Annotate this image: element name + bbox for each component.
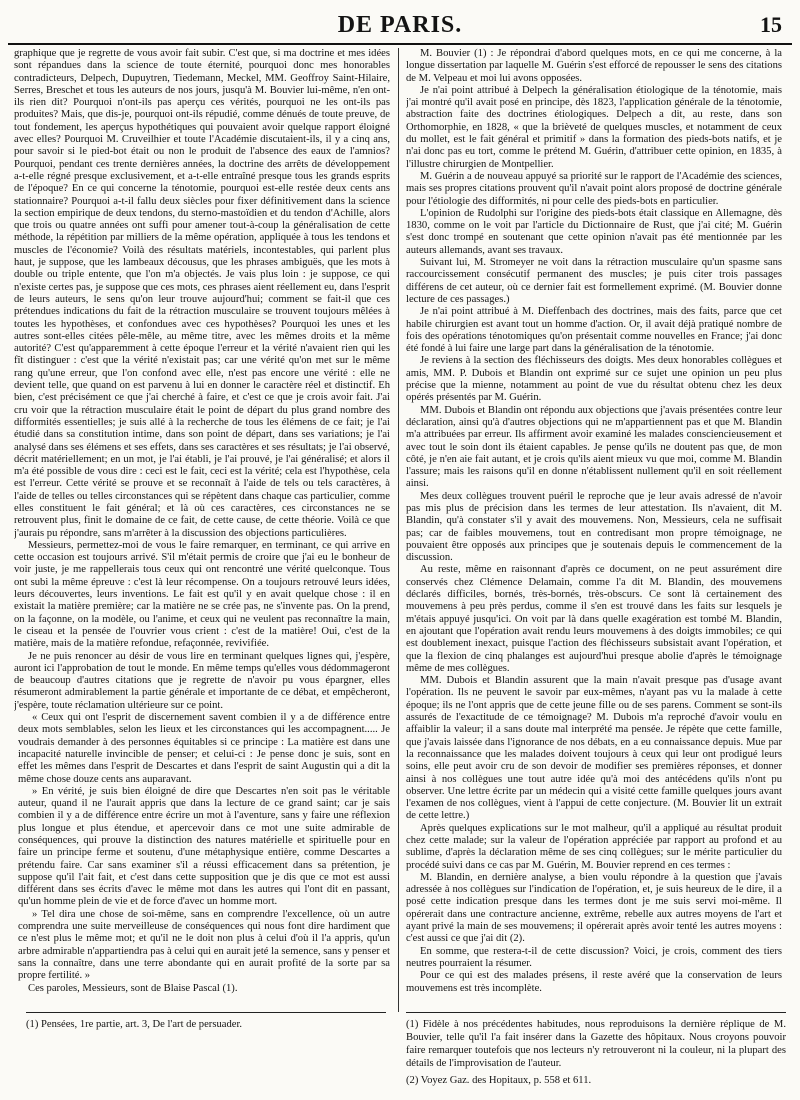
footnote: (1) Pensées, 1re partie, art. 3, De l'art de persuader. — [26, 1019, 243, 1030]
paragraph: Au reste, même en raisonnant d'après ce document, on ne peut assurément dire conservés chez Clémence Delamain, comme l'a dit M. Blandin, des mouvemens déclarés difficiles, bornés, très-bornés, très-obscurs. Ce sont là certainement des mouvemens à peu près perdus, comme il s'en est trouvé dans les faits sur lesquels je m'étais appuyé jusqu'ici. On voit par là dans quelle exagération est tombé M. Blandin, en ajoutant que l'opération avait rendu leurs mouvemens à des doigts immobiles; ce qui est doublement inexact, puisque l'action des fléchisseurs subsistait avant l'opération, et que la flexion de cinq phalanges est aujourd'hui presque abolie d'après le témoignage même de mes collègues. — [406, 564, 782, 674]
paragraph: M. Blandin, en dernière analyse, a bien voulu répondre à la question que j'avais adressée à nos collègues sur l'indication de l'opération, et, je suis heureux de le dire, il a posé cette indication presque dans les termes dont je me suis servi moi-même. Il opérerait dans une contracture ancienne, extrême, rebelle aux autres moyens de l'art et ayant privé la main de ses mouvemens; il opérerait après avoir tenté les autres moyens : c'est aussi ce que j'ai dit (2). — [406, 871, 782, 945]
paragraph: MM. Dubois et Blandin ont répondu aux objections que j'avais présentées contre leur déclaration, ainsi qu'à d'autres objections qui ne m'appartiennent pas et que M. Blandin m'a attribuées par erreur. Ils affirment avoir examiné les malades consciencieusement et avec tout le soin dont ils étaient capables. Je pense qu'ils ne doutent pas que, de mon côté, je n'en aie fait autant, et je crois qu'ils aient mieux vu que moi, comme M. Blandin l'assure; mais les raisons qu'il en donne n'établissent nullement qu'il en soit réellement ainsi. — [406, 404, 782, 490]
column-divider — [398, 48, 399, 1012]
footnote-rule-left — [26, 1012, 386, 1013]
header-rule — [8, 43, 792, 45]
paragraph: MM. Dubois et Blandin assurent que la main n'avait presque pas d'usage avant l'opération. Ils ne peuvent le savoir par eux-mêmes, n'ayant pas vu la malade à cette époque; ils ne l'ont appris que de cette jeune fille ou de ses parens. Comment se sont-ils assurés de l'exactitude de ce témoignage? M. Dubois m'a reproché d'avoir voulu en affaiblir la valeur; il a sans doute mal interprété ma pensée. Je répète que cette famille, que j'avais laissée dans l'ignorance de nos débats, en a eu connaissance depuis. Mue par la reconnaissance que les malades doivent toujours à ceux qui leur ont prodigué leurs soins, elle peut avoir cru de son devoir de modifier ses premières réponses, et donner ainsi à nos collègues une tout autre idée qu'à moi des antécédens qu'ils n'ont pu observer. Une lettre écrite par un médecin qui a visité cette famille quelques jours avant l'examen de nos collègues, vient à l'appui de cette conjecture. (M. Bouvier lit un extrait de cette lettre.) — [406, 675, 782, 822]
footnote-rule-right — [406, 1012, 786, 1013]
quote-paragraph: » Tel dira une chose de soi-même, sans en comprendre l'excellence, où un autre comprendra une suite merveilleuse de conséquences qui nous font dire hardiment que ce n'est plus le même mot; et qu'il ne le doit non plus à celui d'où il l'a appris, qu'un arbre admirable n'appartiendra pas à celui qui en aurait jeté la semence, sans y penser et sans la connaître, dans une terre abondante qui en aurait profité de la sorte par sa propre fertilité. » — [18, 908, 390, 982]
left-column — [14, 48, 390, 1012]
footnotes-left — [26, 1018, 386, 1035]
paragraph: M. Bouvier (1) : Je répondrai d'abord quelques mots, en ce qui me concerne, à la longue dissertation par laquelle M. Guérin s'est efforcé de repousser le sens des citations de M. Velpeau et moi lui avons opposées. — [406, 48, 782, 84]
paragraph: Suivant lui, M. Stromeyer ne voit dans la rétraction musculaire qu'un spasme sans raccourcissement consécutif permanent des muscles; je puis citer trois passages différens de cet auteur, où ce dernier fait est formellement exprimé. (M. Bouvier donne lecture de ces passages.) — [406, 257, 782, 305]
paragraph: Je n'ai point attribué à M. Dieffenbach des doctrines, mais des faits, parce que cet habile chirurgien est avant tout un homme d'action. Or, il avait déjà pratiqué nombre de fois des opérations ténotomiques qu'on présentait comme nouvelles en France; j'ai donc été fondé à lui faire une large part dans la généralisation de la ténotomie. — [406, 306, 782, 355]
paragraph: Mes deux collègues trouvent puéril le reproche que je leur avais adressé de n'avoir pas mis plus de précision dans les termes de leur attestation. Ils n'avaient, dit M. Blandin, qu'à constater s'il y avait des mouvemens. Non, Messieurs, cela ne suffisait pas; car de faibles mouvemens, tout en contredisant mon propre témoignage, ne pouvaient être opposés aux principes que je soutenais depuis le commencement de la discussion. — [406, 490, 782, 564]
quote-paragraph: » En vérité, je suis bien éloigné de dire que Descartes n'en soit pas le véritable auteur, quand il ne l'aurait appris que dans la lecture de ce grand saint; car je sais combien il y a de différence entre écrire un mot à l'aventure, sans y faire une réflexion plus longue et plus étendue, et apercevoir dans ce mot une suite admirable de conséquences, qui prouve la distinction des natures matérielle et spirituelle pour en faire un principe ferme et soutenu, d'une métaphysique entière, comme Descartes a prétendu faire. Car sans examiner s'il a réussi efficacement dans sa prétention, je suppose qu'il l'ait fait, et c'est dans cette supposition que je dis que ce mot est aussi différent dans ses écrits d'avec le même mot dans les autres qui l'ont dit en passant, qu'un homme plein de vie et de force d'avec un homme mort. — [18, 785, 390, 908]
paragraph: En somme, que restera-t-il de cette discussion? Voici, je crois, comment des tiers neutres pourraient la résumer. — [406, 945, 782, 969]
page-number: 15 — [760, 12, 782, 37]
right-column — [406, 48, 782, 1012]
paragraph: Je reviens à la section des fléchisseurs des doigts. Mes deux honorables collègues et amis, MM. P. Dubois et Blandin ont exprimé sur ce sujet une opinion un peu plus précise que la mienne, notamment au point de vue du résultat obtenu chez les deux opérés présentés par M. Guérin. — [406, 355, 782, 404]
paragraph: Ces paroles, Messieurs, sont de Blaise Pascal (1). — [28, 982, 238, 994]
paragraph: Après quelques explications sur le mot malheur, qu'il a appliqué au résultat produit chez cette malade; sur la valeur de l'opération appréciée par rapport au profond et au sublime, d'après la déclaration même de ses cinq collègues; sur le mérite particulier du procédé suivi dans ce cas par M. Guérin, M. Bouvier reprend en ces termes : — [406, 822, 782, 871]
footnote: (1) Fidèle à nos précédentes habitudes, nous reproduisons la dernière réplique de M. Bouvier, telle qu'il l'a fait insérer dans la Gazette des hôpitaux. Nous croyons pouvoir faire remarquer toutefois que nos lecteurs n'y retrouveront ni la couleur, ni la plupart des détails de l'improvisation de l'auteur. — [406, 1019, 786, 1069]
quote-paragraph: « Ceux qui ont l'esprit de discernement savent combien il y a de différence entre deux mots semblables, selon les lieux et les circonstances qui les accompagnent..... Je voudrais demander à des personnes équitables si ce principe : La matière est dans une incapacité naturelle invincible de penser; et celui-ci : Je pense donc je suis, sont en effet les mêmes dans l'esprit de Descartes et dans l'esprit de saint Augustin qui a dit la même chose douze cents ans auparavant. — [18, 712, 390, 785]
footnotes-right — [406, 1018, 786, 1091]
footnote: (2) Voyez Gaz. des Hopitaux, p. 558 et 611. — [406, 1075, 592, 1086]
paragraph: Pour ce qui est des malades présens, il reste avéré que la conservation de leurs mouvemens est très incomplète. — [406, 970, 782, 994]
text-columns — [14, 48, 786, 1012]
paragraph: M. Guérin a de nouveau appuyé sa priorité sur le rapport de l'Académie des sciences, mais ses propres citations prouvent qu'il n'avait point alors proposé de doctrine générale pour l'étiologie des difformités, ni pour celle des pieds-bots en particulier. — [406, 170, 782, 207]
page-title: DE PARIS. — [337, 12, 463, 38]
paragraph: Je ne puis renoncer au désir de vous lire en terminant quelques lignes qui, j'espère, auront ici l'approbation de tout le monde. En même temps qu'elles vous dédommageront de beaucoup d'autres citations que je regrette de n'avoir pu vous épargner, elles résumeront admirablement la partie générale et importante de ce débat, et empêcheront, j'espère, toute réclamation ultérieure sur ce point. — [14, 650, 390, 711]
paragraph: Messieurs, permettez-moi de vous le faire remarquer, en terminant, ce qui arrive en cette occasion est toujours arrivé. S'il m'était permis de croire que j'ai eu le bonheur de voir juste, je me rappellerais tous ceux qui ont rencontré une vérité quelconque. Tous ont subi la même épreuve : c'est là leur récompense. On a toujours retrouvé leurs idées, leurs découvertes, leurs inventions. Le fait est qu'il y en avait quelque chose : il en existait la matière première; car la matière ne se crée pas, ne s'invente pas. On la prend, on la façonne, on la modèle, ou l'anime, et ceux qui ne veulent pas reconnaître la main, le ciseau et la pensée de l'ouvrier vous crient : c'est de la matière! Oui, c'est de la matière, mais de la matière refondue, refaçonnée, revivifiée. — [14, 539, 390, 650]
paragraph: graphique que je regrette de vous avoir fait subir. C'est que, si ma doctrine et mes idées sont répandues dans la science de toute éternité, pourquoi donc mes honorables contradicteurs, Delpech, Dupuytren, Tiedemann, Meckel, MM. Geoffroy Saint-Hilaire, Serres, Breschet et tous les auteurs de nos jours, jusqu'à M. Bouvier lui-même, n'en ont-ils rien dit? Pourquoi n'ont-ils pas aperçu ces vérités, pourquoi ne les ont-ils pas produites? Mais, que dis-je, pourquoi ont-ils répudié, comme dénués de toute preuve, de tout fondement, les aperçus hypothétiques qui pouvaient avoir quelque rapport éloigné avec elles? Pourquoi M. Cruveilhier et toute l'Académie discutaient-ils, il y a cinq ans, pour savoir si le pied-bot était ou non le produit de l'absence des eaux de l'amnios? Pourquoi, pendant ces trente dernières années, la doctrine des arrêts de développement a-t-elle régné presque exclusivement, et a-t-elle entraîné presque tous les grands esprits de l'époque? En ce qui concerne la ténotomie, pourquoi est-elle restée deux cents ans stationnaire? Pourquoi a-t-il fallu deux siècles pour fixer définitivement dans la science la section empirique de deux tendons, du sterno-mastoïdien et du tendon d'Achille, alors que trois ou quatre années ont suffi pour amener tout-à-coup la généralisation de cette méthode, la répétition par milliers de la même opération, appliquée à tous les tendons et muscles de l'économie? Voilà des résultats matériels, incontestables, qui parlent plus haut, je suppose, que les lambeaux décousus, que les phrases ambiguës, que les mots à double ou triple entente, que l'on m'a objectés. Je vais plus loin : je suppose, ce qui n'existe certes pas, je suppose que ces mots, ces phrases aient réellement eu, dans l'esprit de leurs auteurs, le sens qu'on leur trouve aujourd'hui; comment se fait-il que ces prétendues indications du fait de la rétraction musculaire se trouvent toujours mêlées à toutes les hypothèses, et confondues avec ces hypothèses? Pourquoi les unes et les autres sont-elles citées pêle-mêle, au même titre, avec les mêmes droits et la même autorité? C'est qu'apparemment à cette époque l'erreur et la vérité n'avaient rien qui les fît distinguer : c'est que la vérité n'existait pas; car une vérité qu'on met sur le même rang qu'une erreur, que l'on confond avec elle, n'est pas encore une vérité : elle ne devient telle, que quand on est parvenu à lui en donner le caractère réel et distinctif. Eh bien, c'est précisément ce que j'ai cherché à faire, et c'est ce que je crois avoir fait. J'ai cru voir que la rétraction musculaire était le point de départ du plus grand nombre des difformités essentielles; je suis allé à la recherche de tous les élémens de ce fait; je l'ai étudié dans sa constitution intime, dans son point de départ, dans ses variations; je l'ai analysé dans ses élémens et ses effets, dans ses caractères et ses résultats; je l'ai observé, décrit matériellement; en un mot, je l'ai établi, je l'ai prouvé, je l'ai généralisé; et alors il m'a été possible de vous dire : ceci est le fait, ceci est la vérité; cela est l'hypothèse, cela est l'erreur. Cette vérité se prouve et se reconnaît à l'aide de tels ou tels caractères, à l'aide de telles ou telles circonstances qui se répètent dans chaque cas particulier, comme elles constituent le fait général; et là où ces caractères, ces circonstances ne se retrouvent plus, finit le domaine de ce fait, de cette cause, de cette théorie. Voilà ce que j'aurais pu répondre, sans m'arrêter à la discussion des objections particulières. — [14, 48, 390, 539]
paragraph: Je n'ai point attribué à Delpech la généralisation étiologique de la ténotomie, mais j'ai montré qu'il avait posé en principe, dès 1823, l'application générale de la ténotomie, abstraction faite des doctrines étiologiques. Delpech a dit, au reste, dans son Orthomorphie, en 1828, « que la brièveté de quelques muscles, et notamment de ceux du mollet, est le fait général et primitif » dans la formation des pieds-bots natifs, et je n'ai donc pas eu tort, comme le prétend M. Guérin, d'attribuer cette opinion, en 1835, à l'illustre chirurgien de Montpellier. — [406, 84, 782, 170]
page-header — [12, 0, 788, 44]
paragraph: L'opinion de Rudolphi sur l'origine des pieds-bots était classique en Allemagne, dès 1830, comme on le voit par l'article du Dictionnaire de Rust, que j'ai cité; M. Guérin s'est donc trompé en soutenant que cette opinion n'avait pas été mentionnée par les auteurs allemands, avant ses travaux. — [406, 207, 782, 256]
